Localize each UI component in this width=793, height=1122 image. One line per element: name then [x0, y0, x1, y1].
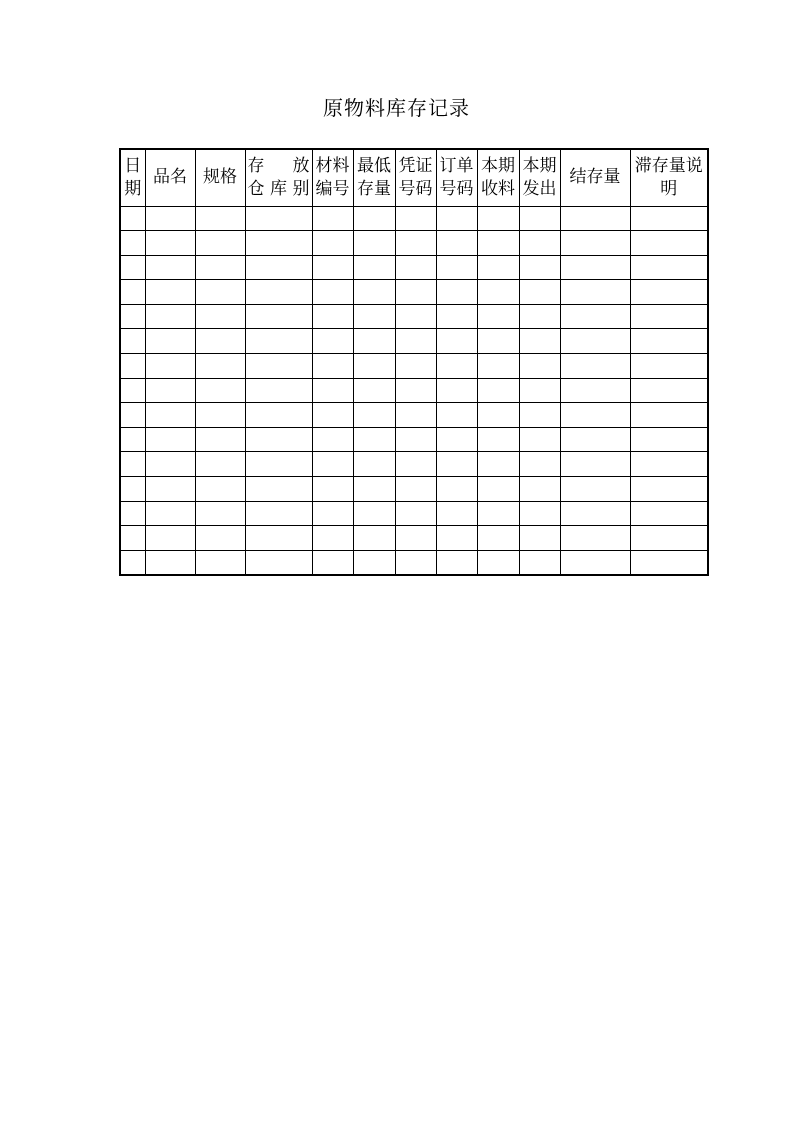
table-cell: [353, 206, 395, 231]
table-cell: [195, 378, 245, 403]
table-cell: [477, 231, 519, 256]
table-cell: [436, 304, 477, 329]
table-cell: [477, 477, 519, 502]
table-cell: [312, 304, 353, 329]
table-cell: [477, 427, 519, 452]
table-cell: [145, 526, 195, 551]
table-cell: [395, 231, 436, 256]
table-cell: [436, 452, 477, 477]
column-header-period-issued: 本期 发出: [519, 149, 560, 206]
table-cell: [560, 452, 630, 477]
table-cell: [312, 501, 353, 526]
table-cell: [395, 304, 436, 329]
table-cell: [519, 231, 560, 256]
table-cell: [145, 304, 195, 329]
table-cell: [353, 501, 395, 526]
table-cell: [519, 329, 560, 354]
table-cell: [195, 329, 245, 354]
table-cell: [195, 280, 245, 305]
table-cell: [630, 206, 708, 231]
inventory-record-table: [119, 148, 709, 576]
table-cell: [120, 304, 145, 329]
table-cell: [312, 403, 353, 428]
column-header-date: 日 期: [120, 149, 145, 206]
table-cell: [145, 477, 195, 502]
table-cell: [312, 280, 353, 305]
table-cell: [477, 403, 519, 428]
table-cell: [145, 378, 195, 403]
table-cell: [560, 403, 630, 428]
table-cell: [245, 231, 312, 256]
table-cell: [245, 403, 312, 428]
table-cell: [245, 255, 312, 280]
table-cell: [120, 231, 145, 256]
table-cell: [395, 452, 436, 477]
table-cell: [436, 427, 477, 452]
table-cell: [395, 329, 436, 354]
table-cell: [195, 206, 245, 231]
table-cell: [312, 354, 353, 379]
table-cell: [519, 280, 560, 305]
table-cell: [120, 526, 145, 551]
table-cell: [145, 255, 195, 280]
table-cell: [245, 354, 312, 379]
table-cell: [477, 329, 519, 354]
table-cell: [630, 255, 708, 280]
table-cell: [353, 354, 395, 379]
table-cell: [436, 501, 477, 526]
table-cell: [630, 550, 708, 575]
table-cell: [630, 427, 708, 452]
table-row: [120, 378, 708, 403]
table-cell: [395, 477, 436, 502]
table-cell: [395, 206, 436, 231]
column-header-specification: 规格: [195, 149, 245, 206]
table-cell: [630, 329, 708, 354]
table-cell: [560, 231, 630, 256]
table-cell: [120, 206, 145, 231]
table-cell: [560, 280, 630, 305]
table-body: [120, 206, 708, 575]
table-cell: [245, 550, 312, 575]
table-cell: [560, 329, 630, 354]
table-row: [120, 206, 708, 231]
table-cell: [245, 501, 312, 526]
table-cell: [560, 477, 630, 502]
table-cell: [477, 304, 519, 329]
table-cell: [145, 329, 195, 354]
table-cell: [312, 526, 353, 551]
column-header-stagnant-note: 滞存量说 明: [630, 149, 708, 206]
table-cell: [560, 206, 630, 231]
table-cell: [195, 304, 245, 329]
table-cell: [312, 255, 353, 280]
table-cell: [120, 452, 145, 477]
table-cell: [395, 280, 436, 305]
table-cell: [630, 501, 708, 526]
table-cell: [630, 231, 708, 256]
table-cell: [312, 427, 353, 452]
table-cell: [519, 255, 560, 280]
table-cell: [312, 206, 353, 231]
table-row: [120, 427, 708, 452]
table-cell: [120, 255, 145, 280]
column-header-minimum-stock: 最低 存量: [353, 149, 395, 206]
table-cell: [477, 452, 519, 477]
table-cell: [519, 378, 560, 403]
table-cell: [120, 280, 145, 305]
table-cell: [560, 255, 630, 280]
column-header-period-received: 本期 收料: [477, 149, 519, 206]
table-cell: [630, 477, 708, 502]
table-cell: [245, 206, 312, 231]
table-cell: [145, 354, 195, 379]
table-cell: [395, 550, 436, 575]
table-cell: [312, 477, 353, 502]
table-cell: [519, 501, 560, 526]
table-cell: [630, 452, 708, 477]
table-cell: [120, 403, 145, 428]
table-cell: [436, 280, 477, 305]
table-cell: [145, 231, 195, 256]
table-cell: [630, 526, 708, 551]
table-cell: [519, 550, 560, 575]
table-cell: [353, 427, 395, 452]
table-cell: [353, 280, 395, 305]
table-cell: [436, 378, 477, 403]
table-cell: [145, 403, 195, 428]
table-row: [120, 255, 708, 280]
table-cell: [120, 550, 145, 575]
table-cell: [477, 206, 519, 231]
table-cell: [477, 354, 519, 379]
table-cell: [630, 304, 708, 329]
table-cell: [353, 304, 395, 329]
table-cell: [477, 378, 519, 403]
table-row: [120, 452, 708, 477]
table-cell: [245, 329, 312, 354]
table-cell: [436, 231, 477, 256]
table-cell: [120, 354, 145, 379]
column-header-item-name: 品名: [145, 149, 195, 206]
table-cell: [477, 280, 519, 305]
table-cell: [519, 206, 560, 231]
table-row: [120, 501, 708, 526]
table-cell: [120, 501, 145, 526]
table-cell: [436, 526, 477, 551]
table-cell: [145, 280, 195, 305]
table-cell: [312, 550, 353, 575]
table-cell: [519, 354, 560, 379]
table-cell: [195, 427, 245, 452]
table-cell: [353, 526, 395, 551]
table-cell: [560, 501, 630, 526]
table-row: [120, 329, 708, 354]
page-title: 原物料库存记录: [323, 96, 470, 120]
table-cell: [245, 280, 312, 305]
table-cell: [630, 403, 708, 428]
table-cell: [519, 526, 560, 551]
column-header-ending-balance: 结存量: [560, 149, 630, 206]
table-cell: [630, 378, 708, 403]
table-cell: [245, 427, 312, 452]
table-cell: [477, 255, 519, 280]
table-cell: [436, 354, 477, 379]
table-cell: [519, 452, 560, 477]
column-header-warehouse: 存 放 仓库别: [245, 149, 312, 206]
table-cell: [120, 378, 145, 403]
table-cell: [519, 427, 560, 452]
table-cell: [145, 427, 195, 452]
table-cell: [195, 255, 245, 280]
table-cell: [312, 452, 353, 477]
table-cell: [436, 206, 477, 231]
table-cell: [120, 329, 145, 354]
table-cell: [519, 477, 560, 502]
table-cell: [560, 427, 630, 452]
table-cell: [395, 501, 436, 526]
table-cell: [560, 304, 630, 329]
table-row: [120, 354, 708, 379]
table-cell: [245, 378, 312, 403]
table-cell: [519, 304, 560, 329]
table-cell: [195, 501, 245, 526]
table-row: [120, 550, 708, 575]
table-cell: [145, 206, 195, 231]
table-header-row: [120, 149, 708, 206]
table-cell: [195, 550, 245, 575]
table-cell: [436, 329, 477, 354]
table-row: [120, 231, 708, 256]
table-cell: [477, 526, 519, 551]
table-cell: [353, 403, 395, 428]
table-cell: [195, 477, 245, 502]
table-cell: [477, 501, 519, 526]
table-cell: [353, 255, 395, 280]
table-cell: [145, 501, 195, 526]
column-header-order-number: 订单 号码: [436, 149, 477, 206]
table-cell: [195, 231, 245, 256]
table-cell: [312, 378, 353, 403]
table-cell: [145, 452, 195, 477]
table-row: [120, 477, 708, 502]
table-row: [120, 280, 708, 305]
table-cell: [195, 452, 245, 477]
table-cell: [245, 304, 312, 329]
table-cell: [195, 354, 245, 379]
table-cell: [312, 231, 353, 256]
table-cell: [560, 378, 630, 403]
table-cell: [353, 378, 395, 403]
table-cell: [195, 403, 245, 428]
table-cell: [436, 255, 477, 280]
table-cell: [630, 280, 708, 305]
table-cell: [477, 550, 519, 575]
table-cell: [145, 550, 195, 575]
table-cell: [395, 526, 436, 551]
table-cell: [120, 427, 145, 452]
table-cell: [245, 452, 312, 477]
table-cell: [560, 354, 630, 379]
table-cell: [395, 427, 436, 452]
table-cell: [560, 526, 630, 551]
table-cell: [395, 255, 436, 280]
table-row: [120, 304, 708, 329]
table-cell: [395, 403, 436, 428]
table-cell: [560, 550, 630, 575]
table-cell: [353, 477, 395, 502]
table-cell: [519, 403, 560, 428]
table-cell: [195, 526, 245, 551]
table-cell: [630, 354, 708, 379]
table-cell: [395, 378, 436, 403]
column-header-voucher-number: 凭证 号码: [395, 149, 436, 206]
table-cell: [436, 477, 477, 502]
table-row: [120, 526, 708, 551]
table-row: [120, 403, 708, 428]
table-cell: [353, 231, 395, 256]
table-cell: [353, 452, 395, 477]
table-cell: [436, 403, 477, 428]
table-cell: [436, 550, 477, 575]
table-cell: [245, 526, 312, 551]
table-cell: [353, 329, 395, 354]
column-header-material-number: 材料 编号: [312, 149, 353, 206]
table-cell: [120, 477, 145, 502]
table-cell: [312, 329, 353, 354]
table-cell: [245, 477, 312, 502]
table-cell: [395, 354, 436, 379]
table-cell: [353, 550, 395, 575]
